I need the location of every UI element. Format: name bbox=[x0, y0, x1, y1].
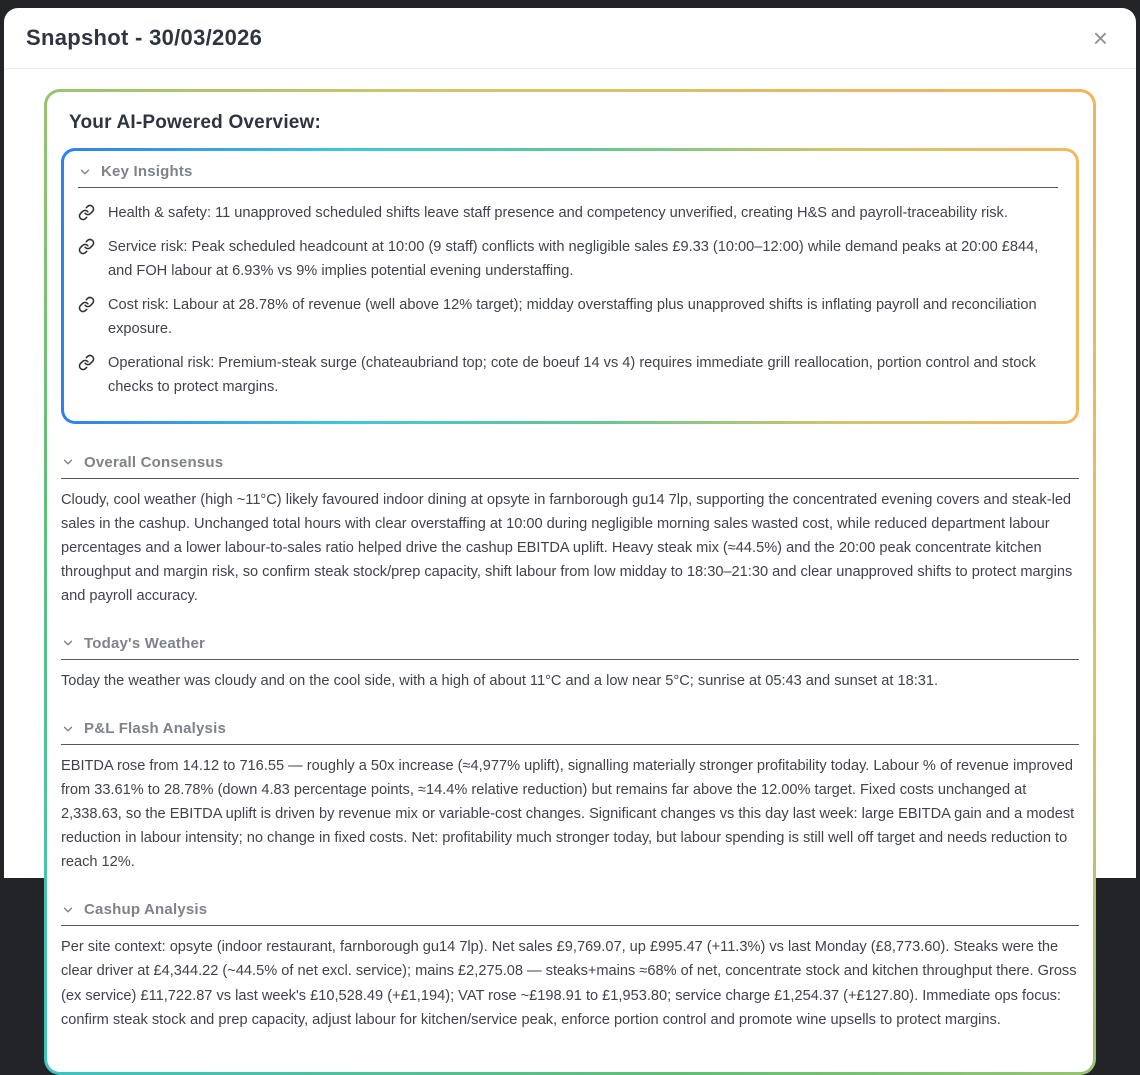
list-item bbox=[78, 196, 1058, 230]
section-title: Cashup Analysis bbox=[84, 901, 208, 919]
chevron-down-icon bbox=[61, 636, 75, 650]
section-header-todays-weather[interactable] bbox=[61, 635, 1079, 660]
list-item bbox=[78, 346, 1058, 404]
insight-text: Cost risk: Labour at 28.78% of revenue (well above 12% target); midday overstaffing plus unapproved shifts is inflating payroll and reconciliation exposure. bbox=[108, 297, 1037, 338]
link-icon bbox=[78, 354, 95, 371]
key-insights-header[interactable] bbox=[78, 163, 1058, 188]
section-body: Per site context: opsyte (indoor restaurant, farnborough gu14 7lp). Net sales £9,769.07, up £995.47 (+11.3%) vs last Monday (£8,773.60). Steaks were the clear driver at £4,344.22 (~44.5% of net excl. service); mains £2,275.08 — steaks+mains ≈68% of net, concentrate stock and kitchen throughput there. Gross (ex service) £11,722.87 vs last week's £10,528.49 (+£1,194); VAT rose ~£198.91 to £1,953.80; service charge £1,254.37 (+£127.80). Immediate ops focus: confirm steak stock and prep capacity, adjust labour for kitchen/service peak, enforce portion control and promote wine upsells to protect margins. bbox=[61, 939, 1077, 1028]
section-pl-flash-analysis bbox=[61, 720, 1079, 874]
key-insights-title: Key Insights bbox=[101, 163, 193, 180]
section-body: Today the weather was cloudy and on the cool side, with a high of about 11°C and a low near 5°C; sunrise at 05:43 and sunset at 18:31. bbox=[61, 672, 939, 689]
chevron-down-icon bbox=[61, 455, 75, 469]
key-insights-list bbox=[78, 196, 1058, 405]
section-header-cashup-analysis[interactable] bbox=[61, 901, 1079, 926]
section-title: Overall Consensus bbox=[84, 453, 224, 471]
link-icon bbox=[78, 238, 95, 255]
snapshot-modal bbox=[4, 8, 1136, 1028]
insight-text: Health & safety: 11 unapproved scheduled shifts leave staff presence and competency unverified, creating H&S and payroll-traceability risk. bbox=[108, 205, 1008, 221]
chevron-down-icon bbox=[78, 165, 92, 179]
modal-title: Snapshot - 30/03/2026 bbox=[26, 25, 263, 50]
section-header-overall-consensus[interactable] bbox=[61, 454, 1079, 479]
close-icon[interactable]: × bbox=[1092, 23, 1108, 53]
section-header-pl-flash-analysis[interactable] bbox=[61, 720, 1079, 745]
chevron-down-icon bbox=[61, 722, 75, 736]
ai-overview-panel bbox=[44, 89, 1096, 1075]
insight-text: Operational risk: Premium-steak surge (chateaubriand top; cote de boeuf 14 vs 4) requires immediate grill reallocation, portion control and stock checks to protect margins. bbox=[108, 355, 1036, 396]
link-icon bbox=[78, 296, 95, 313]
link-icon bbox=[78, 204, 95, 221]
overview-heading: Your AI-Powered Overview: bbox=[69, 112, 322, 133]
modal-content bbox=[4, 69, 1136, 1075]
list-item bbox=[78, 288, 1058, 346]
section-title: Today's Weather bbox=[84, 634, 206, 652]
modal-header bbox=[4, 8, 1136, 69]
section-title: P&L Flash Analysis bbox=[84, 720, 226, 738]
section-todays-weather bbox=[61, 635, 1079, 693]
insight-text: Service risk: Peak scheduled headcount at 10:00 (9 staff) conflicts with negligible sales £9.33 (10:00–12:00) while demand peaks at 20:00 £844, and FOH labour at 6.93% vs 9% implies potential evening understaffing. bbox=[108, 239, 1039, 280]
key-insights-panel bbox=[61, 148, 1079, 424]
section-body: EBITDA rose from 14.12 to 716.55 — roughly a 50x increase (≈4,977% uplift), signalling materially stronger profitability today. Labour % of revenue improved from 33.61% to 28.78% (down 4.83 percentage points, ≈14.4% relative reduction) but remains far above the 12.00% target. Fixed costs unchanged at 2,338.63, so the EBITDA uplift is driven by revenue mix or variable-cost changes. Significant changes vs this day last week: large EBITDA gain and a modest reduction in labour intensity; no change in fixed costs. Net: profitability much stronger today, but labour spending is still well off target and needs reduction to reach 12%. bbox=[61, 758, 1075, 871]
list-item bbox=[78, 230, 1058, 288]
section-overall-consensus bbox=[61, 454, 1079, 608]
section-cashup-analysis bbox=[61, 901, 1079, 1031]
section-body: Cloudy, cool weather (high ~11°C) likely favoured indoor dining at opsyte in farnborough gu14 7lp, supporting the concentrated evening covers and steak-led sales in the cashup. Unchanged total hours with clear overstaffing at 10:00 during negligible morning sales wasted cost, while reduced department labour percentages and a lower labour-to-sales ratio helped drive the cashup EBITDA uplift. Heavy steak mix (≈44.5%) and the 20:00 peak concentrate kitchen throughput and margin risk, so confirm steak stock/prep capacity, shift labour from low midday to 18:30–21:30 and clear unapproved shifts to protect margins and payroll accuracy. bbox=[61, 491, 1073, 604]
chevron-down-icon bbox=[61, 903, 75, 917]
